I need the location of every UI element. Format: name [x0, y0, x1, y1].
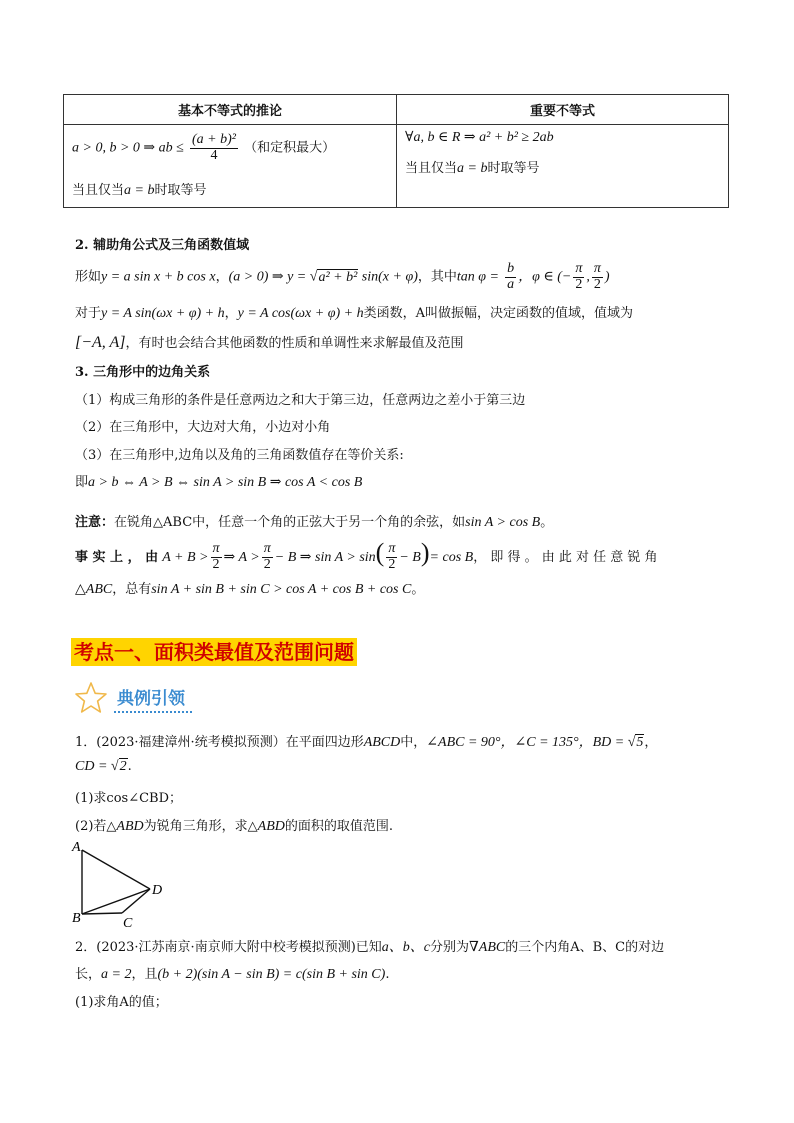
- p2-l2-end: .: [385, 967, 390, 982]
- sqrt-symbol: √: [309, 269, 318, 285]
- p1-q2-abd: ABD: [116, 819, 144, 834]
- note-line: [75, 511, 553, 531]
- p1-q2-pre: (2)若△: [75, 819, 117, 834]
- s2-l2-post: 类函数，A叫做振幅，决定函数的值域，值域为: [363, 306, 633, 321]
- section3-item1: （1）构成三角形的条件是任意两边之和大于第三边，任意两边之差小于第三边: [75, 393, 526, 408]
- p2-post: 的三个内角A、B、C的对边: [505, 940, 665, 955]
- section3-title: 3. 三角形中的边角关系: [75, 365, 211, 380]
- s2-l1-frac: $\frac{b}{a}$: [507, 261, 515, 292]
- fact-tail: ， 即 得 。 由 此 对 任 意 锐 角: [473, 550, 658, 565]
- p1-mid: 中，: [400, 735, 427, 750]
- left-fraction: $\frac{\text{(a + b)²}}{4}$: [191, 132, 236, 163]
- right-equality-post: 时取等号: [487, 161, 540, 176]
- fact-paren-inner: − B: [399, 550, 421, 565]
- fact-frac1: $\frac{\pi}{2}$: [212, 541, 220, 572]
- fact-l2-text: ，总有: [112, 582, 152, 597]
- s2-l2-mid: ，: [224, 306, 238, 321]
- section3-chain: [75, 471, 362, 491]
- section2-line2: [75, 302, 633, 322]
- p2-l2-a: a = 2: [101, 967, 132, 982]
- s2-l1-tan: tan φ =: [456, 269, 499, 285]
- table-header-right: 重要不等式: [397, 95, 729, 125]
- s2-l2-pre: 对于: [75, 306, 102, 321]
- fig-label-a: A: [72, 840, 81, 855]
- note-end: 。: [540, 515, 554, 530]
- p1-angles: ∠ABC = 90°，∠C = 135°，BD =: [426, 735, 628, 750]
- right-equality-pre: 当且仅当: [405, 161, 458, 176]
- problem1-q1: (1)求cos∠CBD；: [75, 791, 183, 806]
- note-label: 注意：: [75, 515, 115, 530]
- fig-label-d: D: [152, 883, 163, 898]
- p1-dot: .: [127, 759, 132, 774]
- chain-math: a > b ⇔ A > B ⇔ sin A > sin B ⇒ cos A < cos B: [88, 475, 363, 490]
- left-equality-pre: 当且仅当: [72, 183, 125, 198]
- fact-math-a: A + B >: [162, 550, 209, 565]
- s2-l1-math1: y = a sin x + b cos x: [101, 269, 216, 285]
- fig-label-c: C: [123, 916, 133, 930]
- s2-l1-math3: sin(x + φ): [358, 269, 418, 285]
- s2-l3-post: ，有时也会结合其他函数的性质和单调性来求解最值及范围: [125, 336, 464, 351]
- fact-frac2: $\frac{\pi}{2}$: [263, 541, 271, 572]
- p1-comma: ，: [644, 735, 658, 750]
- p2-mid: 分别为: [429, 940, 469, 955]
- s2-l1-sqrt: a² + b²: [318, 269, 358, 285]
- fact-line: 事 实 上 ， 由 A + B > $\frac{\pi}{2}$ ⇒ A > $\frac{\pi}{2}$ − B ⇒ sin A > sin( $\frac{\pi}{2}$ − B)= cos B， 即 得 。 由 此 对 任 意 锐 角: [75, 538, 658, 572]
- topic-heading: 考点一、面积类最值及范围问题: [71, 638, 357, 666]
- fact-math-c: − B ⇒ sin A > sin: [274, 550, 376, 565]
- table-cell-right: [397, 125, 729, 208]
- p1-stem-pre: 1．(2023·福建漳州·统考模拟预测）在平面四边形: [75, 735, 364, 750]
- inequality-table: [63, 94, 729, 208]
- p2-tri: ∇ABC: [469, 940, 506, 955]
- left-formula: a > 0, b > 0 ⇒ ab ≤: [72, 140, 184, 156]
- p1-sqrt5: 5: [636, 735, 644, 750]
- chain-pre: 即: [75, 475, 89, 490]
- left-note: （和定积最大）: [244, 140, 336, 156]
- p1-q2-abd2: ABD: [257, 819, 285, 834]
- s2-l1-range-frac1: $\frac{\pi}{2}$: [575, 261, 583, 292]
- right-equality-math: a = b: [457, 161, 488, 176]
- section3-item2: （2）在三角形中，大边对大角，小边对小角: [75, 420, 331, 435]
- fact-math-d: = cos B: [429, 550, 474, 565]
- s2-l1-range-pre: ，φ ∈ (−: [518, 269, 572, 285]
- right-formula: ∀a, b ∈ R ⇒ a² + b² ≥ 2ab: [405, 130, 554, 145]
- p2-vars: a、b、c: [381, 940, 430, 955]
- note-math: sin A > cos B: [465, 515, 541, 530]
- problem2-q1: (1)求角A的值；: [75, 995, 168, 1010]
- p1-q2-mid: 为锐角三角形，求△: [143, 819, 258, 834]
- s2-l1-mid: ，: [215, 269, 229, 285]
- s2-l2-math2: y = A cos(ωx + φ) + h: [237, 306, 364, 321]
- p1-q2-post: 的面积的取值范围.: [284, 819, 393, 834]
- left-equality-math: a = b: [124, 183, 155, 198]
- p2-l2-mid: ，且: [131, 967, 158, 982]
- s2-l3-math: [−A, A]: [75, 334, 126, 351]
- fact-math-b: ⇒ A >: [223, 550, 260, 565]
- s2-l1-range-frac2: $\frac{\pi}{2}$: [593, 261, 601, 292]
- note-text: 在锐角△ABC中，任意一个角的正弦大于另一个角的余弦，如: [114, 515, 466, 530]
- p2-l2-pre: 长，: [75, 967, 102, 982]
- p1-abcd: ABCD: [363, 735, 401, 750]
- fact-line2: [75, 578, 424, 598]
- section2-title: 2. 辅助角公式及三角函数值域: [75, 238, 250, 253]
- fact-l2-end: 。: [411, 582, 425, 597]
- p1-sqrt2: 2: [119, 759, 127, 774]
- problem1-stem: 1．(2023·福建漳州·统考模拟预测）在平面四边形ABCD中，∠ABC = 90°，∠C = 135°，BD = √5，: [75, 735, 658, 750]
- s2-l1-mid2: ，其中: [417, 269, 457, 285]
- fact-frac3: $\frac{\pi}{2}$: [388, 541, 396, 572]
- fact-text: 事 实 上 ， 由: [75, 550, 159, 565]
- fact-l2-math1: △ABC: [75, 582, 113, 597]
- problem1-stem-line2: CD = √2.: [75, 759, 132, 774]
- s2-l1-pre: 形如: [75, 269, 102, 285]
- section3-item3: （3）在三角形中,边角以及角的三角函数值存在等价关系:: [75, 448, 404, 463]
- section2-line3: [75, 332, 464, 352]
- problem2-line2: [75, 963, 389, 983]
- table-cell-left: [64, 125, 397, 208]
- table-header-left: 基本不等式的推论: [64, 95, 397, 125]
- p2-l2-eq: (b + 2)(sin A − sin B) = c(sin B + sin C): [157, 967, 386, 982]
- problem2-stem: [75, 936, 664, 956]
- fact-l2-math2: sin A + sin B + sin C > cos A + cos B + cos C: [151, 582, 412, 597]
- p1-cd: CD =: [75, 759, 111, 774]
- example-label: 典例引领: [117, 689, 185, 709]
- section2-line1: 形如y = a sin x + b cos x，(a > 0) ⇒ y = √a² + b² sin(x + φ)，其中tan φ = $\frac{b}{a}$ ，φ ∈ (− $\frac{\pi}{2}$ , $\frac{\pi}{2}$ ): [75, 261, 610, 292]
- left-equality-post: 时取等号: [154, 183, 207, 198]
- fig-label-b: B: [72, 911, 81, 926]
- s2-l2-math1: y = A sin(ωx + φ) + h: [101, 306, 225, 321]
- example-underline: [114, 711, 192, 713]
- star-icon: [74, 681, 108, 719]
- p2-stem-pre: 2．(2023·江苏南京·南京师大附中校考模拟预测)已知: [75, 940, 382, 955]
- problem1-q2: [75, 815, 393, 835]
- quadrilateral-figure: [68, 838, 178, 934]
- s2-l1-math2: (a > 0) ⇒ y =: [228, 269, 310, 285]
